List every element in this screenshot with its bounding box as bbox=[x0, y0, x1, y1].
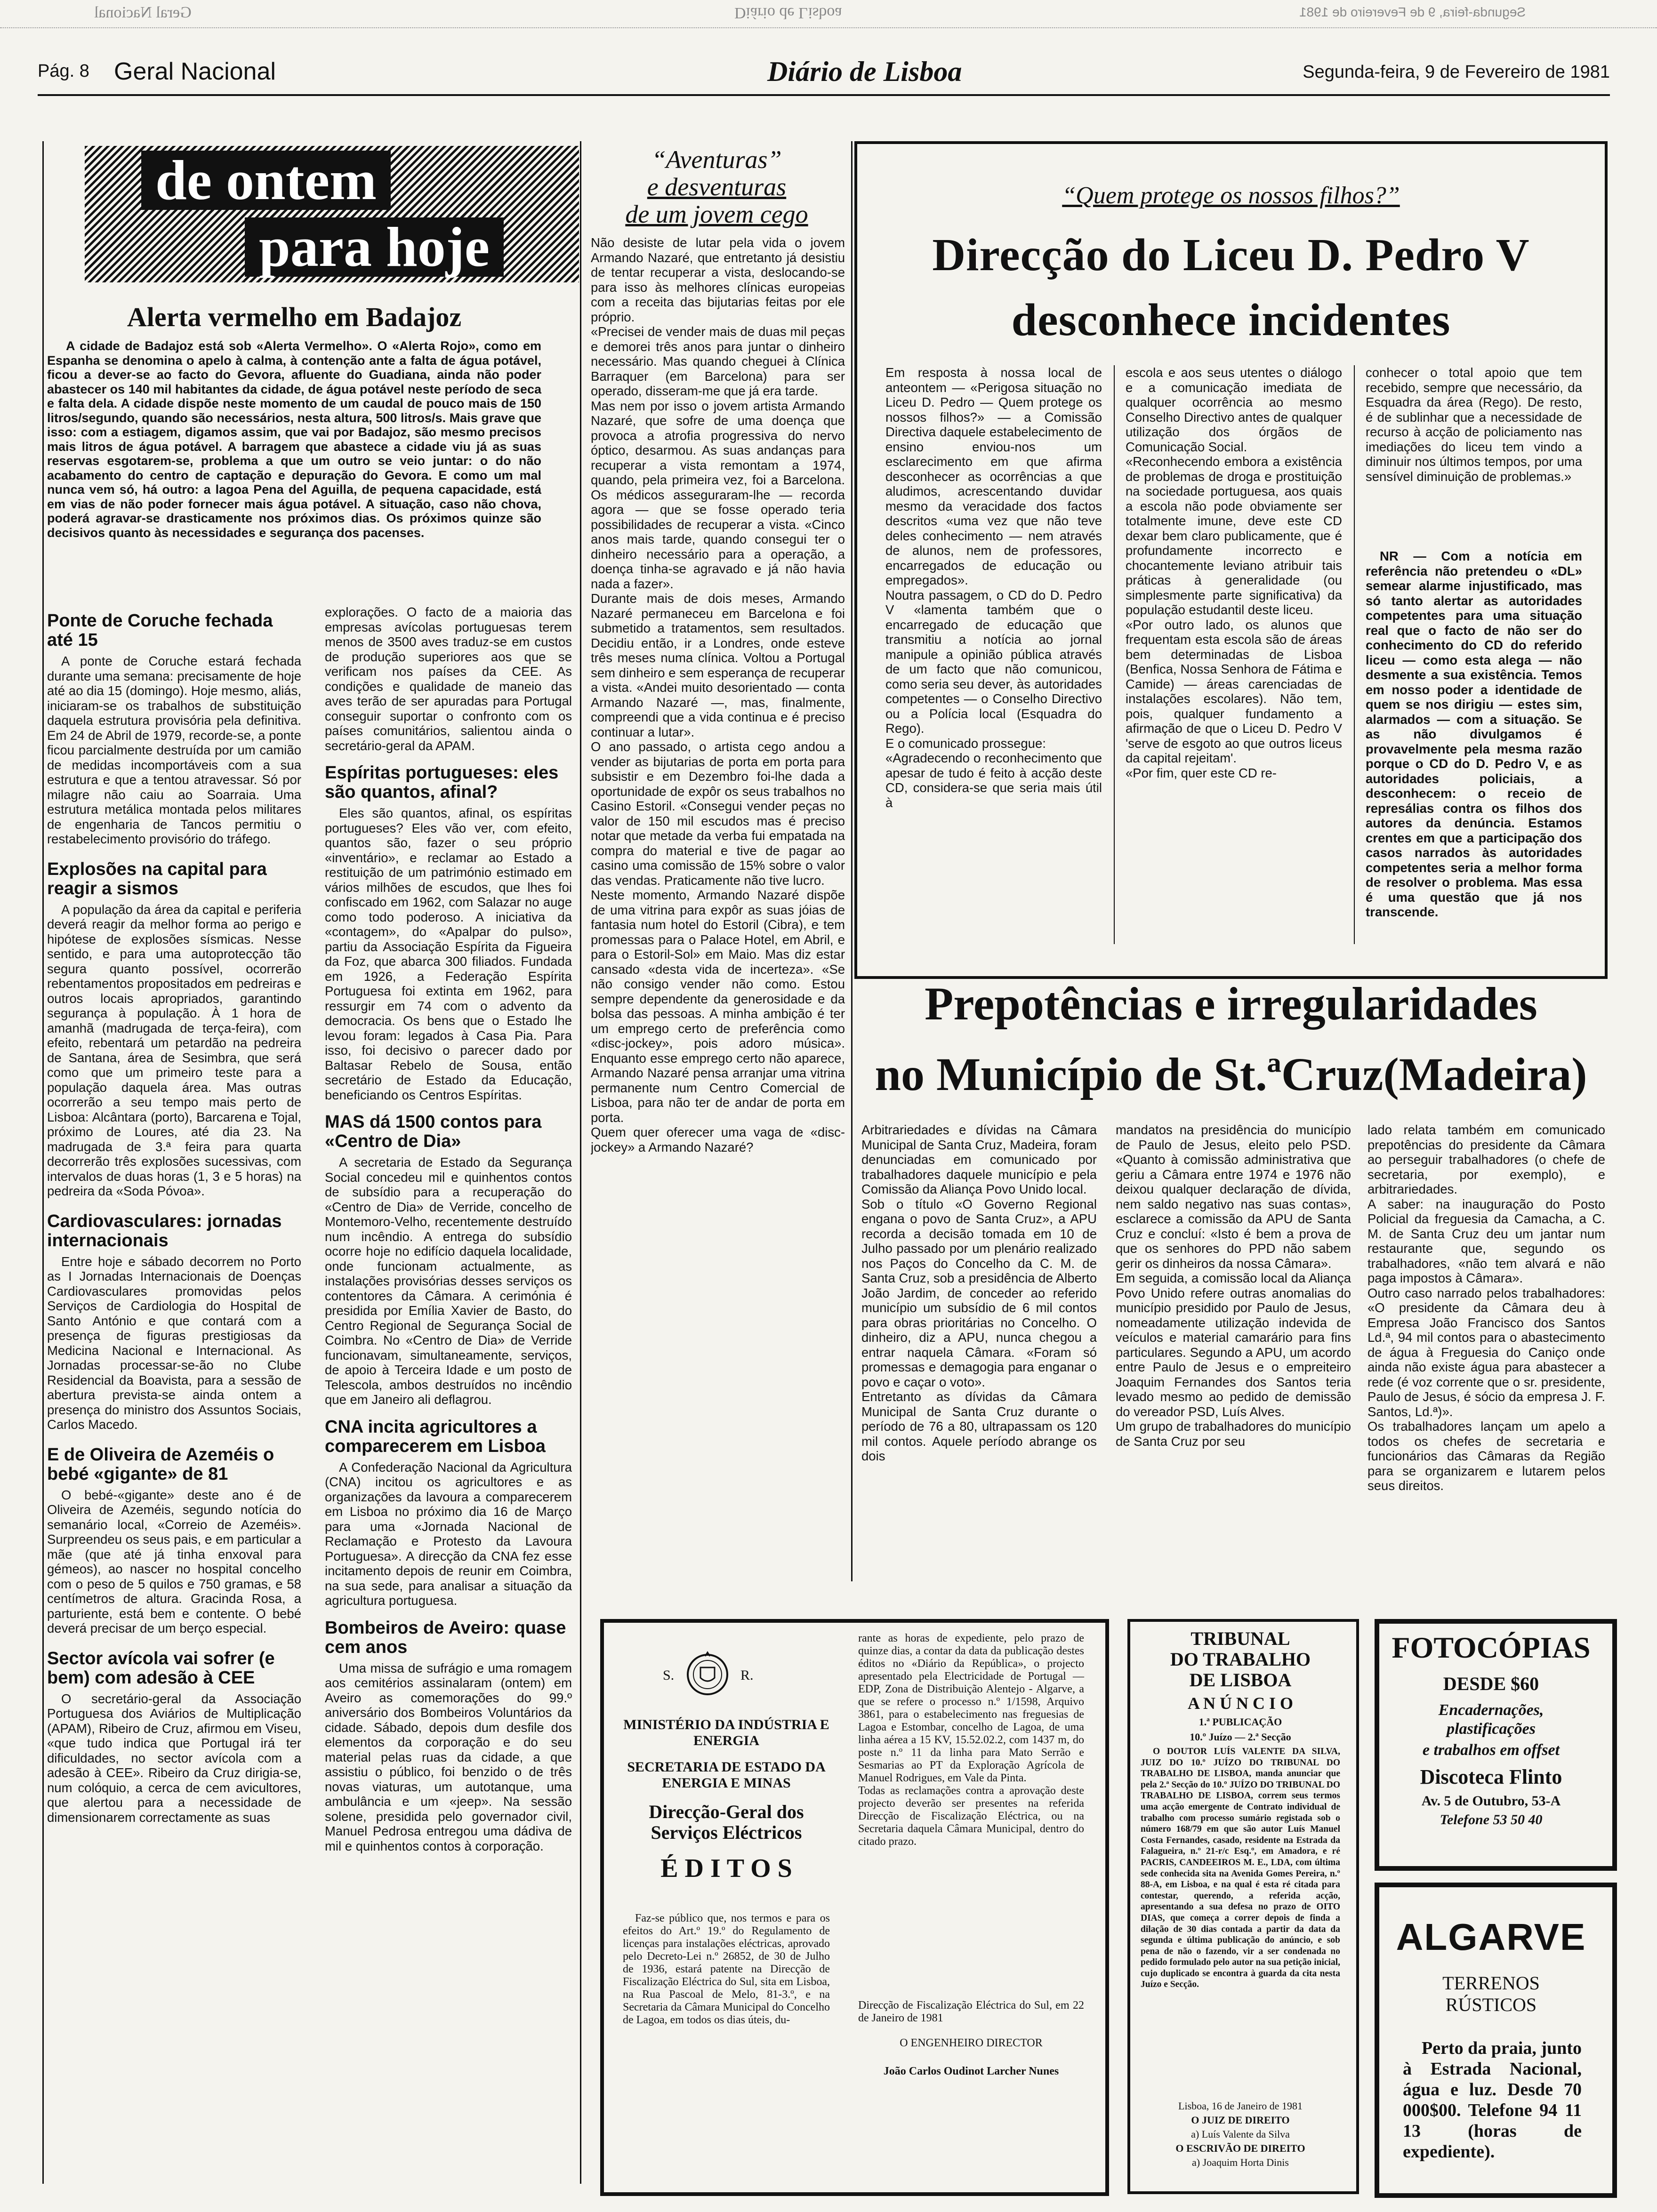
brief-text: O secretário-geral da Associação Portuguesa dos Aviários de Multiplicação (APAM), Ribeiro de Cruz, afirmou em Viseu, «que tudo indica que Portugal irá ter dificuldades, no sector avícola com a adesão à CEE». Ribeiro da Cruz dirigia-se, num colóquio, a cerca de cem avicultores, que alertou para a necessidade de dimensionarem correctamente as suas bbox=[47, 1691, 301, 1825]
brief-title: Espíritas portugueses: eles são quantos, afinal? bbox=[325, 763, 559, 802]
scan-strip-left: Geral Nacional bbox=[94, 4, 192, 21]
fotocopias-address: Av. 5 de Outubro, 53-A bbox=[1421, 1793, 1561, 1809]
tribunal-date: Lisboa, 16 de Janeiro de 1981 bbox=[1178, 2100, 1303, 2112]
tribunal-judge-title: O JUIZ DE DIREITO bbox=[1191, 2114, 1290, 2126]
aventuras-title-line: “Aventuras” bbox=[652, 145, 782, 174]
fotocopias-line2: e trabalhos em offset bbox=[1422, 1741, 1560, 1759]
liceu-col-rule bbox=[1114, 365, 1115, 944]
tribunal-text: O DOUTOR LUÍS VALENTE DA SILVA, JUIZ DO 10.º JUÍZO DO TRIBUNAL DO TRABALHO DE LISBOA, manda anunciar que pela 2.ª Secção do 10.º JUÍZO DO TRIBUNAL DO TRABALHO DE LISBOA, correm seus termos uma acção emergente de Contrato individual de trabalho com processo sumário registada sob o número 168/79 em que são autor Luís Manuel Costa Fernandes, casado, residente na Estrada da Falagueira, n.º 21-r/c Esq.º, em Amadora, e ré PACRIS, CANDEEIROS M. E., LDA, com última sede conhecida sita na Avenida Gomes Pereira, n.º 88-A, em Lisboa, e na qual é esta ré citada para contestar, querendo, a referida acção, apresentando a sua defesa no prazo de OITO DIAS, que começa a correr depois de finda a dilação de 30 dias contada a partir da data da segunda e última publicação do anúncio, e sob pena de não o fazendo, vir a ser condenada no pedido formulado pelo autor na sua petição inicial, cujo duplicado se encontra à guarda da cita nesta Juízo e Secção. bbox=[1141, 1747, 1340, 1990]
liceu-col-2: escola e aos seus utentes o diálogo e a comunicação imediata de qualquer ocorrência ao mesmo Conselho Directivo antes de qualquer utilização dos órgãos de Comunicação Social. «Reconhecendo embora a existência de problemas de droga e prostituição na sociedade portuguesa, aos quais a escola não pode obviamente ser totalmente imune, deve este CD dexar bem claro publicamente, que é profundamente incorrecto e chocantemente leviano atribuir tais práticas à generalidade (ou simplesmente parte significativa) da população estudantil deste liceu. «Por outro lado, os alunos que frequentam esta escola são de áreas bem determinadas de Lisboa (Benfica, Nossa Senhora de Fátima e Camide) — áreas carenciadas de instalações escolares). Não tem, pois, qualquer fundamento a afirmação de que o Liceu D. Pedro V 'serve de esgoto ao que outros liceus da capital rejeitam'. «Por fim, quer este CD re- bbox=[1126, 365, 1342, 780]
scan-strip-right: Segunda-feira, 9 de Fevereiro de 1981 bbox=[1299, 5, 1526, 19]
aventuras-rule bbox=[851, 141, 853, 1581]
editos-directorate: Direcção-Geral dos Serviços Eléctricos bbox=[649, 1801, 804, 1843]
tribunal-clerk-title: O ESCRIVÃO DE DIREITO bbox=[1175, 2142, 1305, 2154]
fotocopias-shop: Discoteca Flinto bbox=[1420, 1765, 1562, 1788]
madeira-col-2: mandatos na presidência do município de Paulo de Jesus, eleito pelo PSD. «Quanto à comissão administrativa que geriu a Câmara entre 1974 e 1976 não deixou qualquer declaração de dívida, nem saldo negativo nas suas contas», esclarece a comissão da APU de Santa Cruz e concluí: «Isto é bem a prova de que os senhores do PPD não sabem gerir os dinheiros da nossa Câmara». Em seguida, a comissão local da Aliança Povo Unido refere outras anomalias do município presidido por Paulo de Jesus, nomeadamente utilização indevida de veículos e material camarário para fins particulares. Segundo a APU, um acordo entre Paulo de Jesus e o empreiteiro Joaquim Fernandes dos Santos teria levado mesmo ao pedido de demissão do vereador PSD, Luís Alves. Um grupo de trabalhadores do município de Santa Cruz por seu bbox=[1116, 1122, 1351, 1449]
brief-text: Eles são quantos, afinal, os espíritas portugueses? Eles vão ver, com efeito, quantos são, fazer o seu próprio «inventário», e reclamar ao Estado a restituição de um património estimado em vários milhões de escudos, que lhes foi confiscado em 1962, com Salazar no auge como todo poderoso. A iniciativa da «contagem», do «Apalpar do pulso», partiu da Associação Espírita da Figueira da Foz, que abarca 300 filiados. Fundada em 1926, a Federação Espírita Portuguesa foi extinta em 1962, para ressurgir em 74 com o advento da democracia. Os bens que o Estado lhe levou foram: legados à Casa Pia. Para isso, foi decisivo o parecer dado por Baltasar Rebelo de Sousa, então secretário de Estado da Educação, beneficiando os Centros Espíritas. bbox=[325, 806, 572, 1102]
liceu-note: NR — Com a notícia em referência não pretendeu o «DL» semear alarme injustificado, mas só tanto alertar as autoridades competentes para uma situação real que o facto de não ser do conhecimento do CD do referido liceu — como esta alega — não desmente a sua existência. Temos em nosso poder a identidade de quem se nos dirigiu — estes sim, alarmados — com a situação. Se as não divulgamos é provavelmente pela mesma razão porque o CD do D. Pedro V, e as autoridades policiais, a desconhecem: o receio de represálias contra os filhos dos autores da denúncia. Estamos crentes em que a participação dos casos narrados às autoridades competentes seria a melhor forma de resolver o problema. Mas essa é uma questão que já nos transcende. bbox=[1366, 549, 1582, 919]
tribunal-title-line: DE LISBOA bbox=[1189, 1669, 1292, 1691]
tribunal-title bbox=[1130, 1628, 1351, 1691]
brief-text: A secretaria de Estado da Segurança Social concedeu mil e quinhentos contos de subsídio para a recuperação do «Centro de Dia» de Verride, concelho de Montemoro-Velho, recentemente destruído num incêndio. A entrega do subsídio ocorre hoje no edifício daquela localidade, onde funcionam actualmente, as instalações provisórias desses serviços os contentores da Câmara. A cerimónia é presidida por Emília Xavier de Basto, do Centro Regional de Segurança Social de Coimbra. No «Centro de Dia» de Verride funcionavam, simultaneamente, serviços, de apoio à Terceira Idade e um posto de Telescola, ambos destruídos no incêndio que em Janeiro ali deflagrou. bbox=[325, 1155, 572, 1407]
section-name: Geral Nacional bbox=[114, 58, 276, 85]
badajoz-body: A cidade de Badajoz está sob «Alerta Vermelho». O «Alerta Rojo», como em Espanha se denomina o apelo à calma, à contenção ante a falta de água potável, ficou a dever-se ao facto do Gevora, afluente do Guadiana, ainda não poder abastecer os 140 mil habitantes da cidade, de água potável neste período de seca e falta dela. A cidade dispõe neste momento de um caudal de pouco mais de 150 litros/segundo, quando são necessários, nesta altura, 500 litros/s. Mais grave que isso: com a estiagem, digamos assim, que vai por Badajoz, são mesmo precisos mais litros de água potável. A barragem que abastece a cidade viu já as suas reservas esgotarem-se, problema a que um outro se veio juntar: o do não acabamento do centro de captação e depuração do Gevora. E como um mal nunca vem só, há outro: a lagoa Pena del Aguilla, de pequena capacidade, está em vias de não poder fornecer mais água potável. A situação, caso não chova, poderá agravar-se drasticamente nos próximos dias. Os próximos quinze são decisivos quanto às necessidades e segurança dos pacenses. bbox=[47, 339, 541, 540]
editos-ministry: MINISTÉRIO DA INDÚSTRIA E ENERGIA bbox=[623, 1717, 829, 1748]
left-column-rule bbox=[42, 141, 44, 2184]
brief-item bbox=[47, 1649, 301, 1825]
aventuras-body: Não desiste de lutar pela vida o jovem Armando Nazaré, que entretanto já desistiu de tentar recuperar a vista, deslocando-se para isso às melhores clínicas europeias com a receita das bijutarias feitas por ele próprio. «Precisei de vender mais de duas mil peças e demorei três anos para juntar o dinheiro necessário. Mas quando cheguei à Clínica Barraquer (em Barcelona) para ser operado, disseram-me que já era tarde. Mas nem por isso o jovem artista Armando Nazaré, que sofre de uma doença que provoca a atrofia progressiva do nervo óptico, desarmou. As suas andanças para recuperar a vista remontam a 1974, quando, pela primeira vez, foi a Barcelona. Os médicos asseguraram-lhe — recorda agora — que se fosse operado teria possibilidades de recuperar a vista. «Cinco anos mais tarde, quando consegui ter o dinheiro necessário para a operação, a doença tinha-se agravado e já não havia nada a fazer». Durante mais de dois meses, Armando Nazaré permaneceu em Barcelona e foi submetido a tratamentos, sem resultados. Decidiu então, ir a Londres, onde esteve três meses numa clínica. Voltou a Portugal sem dinheiro e sem esperança de recuperar a vista. «Andei muito desorientado — conta Armando Nazaré —, mas, finalmente, compreendi que a vida continua e é preciso continuar a lutar». O ano passado, o artista cego andou a vender as bijutarias de porta em porta para subsistir e em Dezembro foi-lhe dada a oportunidade de expôr os seus trabalhos no Casino Estoril. «Consegui vender peças no valor de 150 mil escudos mas é preciso notar que metade da verba fui empatada na compra do material e tive de pagar ao casino uma comissão de 15% sobre o valor das vendas. Praticamente não tive lucro. Neste momento, Armando Nazaré dispõe de uma vitrina para expôr as suas jóias de fantasia num hotel do Estoril (Cibra), e tem promessas para o Palace Hotel, em Abril, e para o Estoril-Sol» em Maio. Mas diz estar cansado «desta vida de incerteza». «Se não consigo vender não como. Estou sempre dependente da generosidade e da bolsa das pessoas. A minha ambição é ter um emprego certo de preferência como «disc-jockey», pois adoro música». Enquanto esse emprego certo não aparece, Armando Nazaré pensa arranjar uma vitrina permanente num Centro Comercial de Lisboa, para não ter de andar de porta em porta. Quem quer oferecer uma vaga de «disc-jockey» a Armando Nazaré? bbox=[591, 235, 845, 1154]
madeira-col-1: Arbitrariedades e dívidas na Câmara Municipal de Santa Cruz, Madeira, foram denunciadas em comunicado por trabalhadores daquele município e pela Comissão da Aliança Povo Unido local. Sob o título «O Governo Regional engana o povo de Santa Cruz», a APU recorda a decisão tomada em 10 de Julho passado por um plenário realizado nos Paços do Concelho da C. M. de Santa Cruz, sob a presidência de Alberto João Jardim, de conceder ao referido município um subsídio de 6 mil contos para obras prioritárias no Concelho. O dinheiro, diz a APU, nunca chegou a entrar naquela Câmara. «Foram só promessas e demagogia para enganar o povo e caçar o voto». Entretanto as dívidas da Câmara Municipal de Santa Cruz durante o período de 76 a 80, ultrapassam os 120 mil contos. Aquele período abrange os dois bbox=[861, 1122, 1097, 1463]
editos-sign-name: João Carlos Oudinot Larcher Nunes bbox=[883, 2065, 1059, 2077]
tribunal-juizo: 10.º Juízo — 2.ª Secção bbox=[1190, 1731, 1291, 1743]
seal-letter: S. bbox=[663, 1667, 675, 1683]
liceu-kicker: “Quem protege os nossos filhos?” bbox=[1062, 182, 1400, 209]
brief-text: A população da área da capital e periferia deverá reagir da melhor forma ao perigo e hipótese de explosões sísmicas. Nesse sentido, e para uma autoprotecção tão segura quanto possível, ocorrerão rebentamentos propositados em pedreiras e outros locais apropriados, garantindo segurança à população. À 1 hora de amanhã (madrugada de terça-feira), com efeito, rebentará um petardão na pedreira de Santana, área de Sesimbra, que será como que um primeiro teste para a população daquela área. Mas outras ocorrerão a seu tempo mais perto de Lisboa: Alcântara (porto), Barcarena e Tojal, próximo de Loures, até dia 23. Na madrugada de 3.ª feira para quarta decorrerão três explosões sucessivas, com intervalos de duas horas (1, 3 e 5 horas) na pedreira da «Soda Póvoa». bbox=[47, 902, 301, 1198]
ad-tribunal bbox=[1127, 1619, 1359, 2194]
editos-sign-place: Direcção de Fiscalização Eléctrica do Sul, em 22 de Janeiro de 1981 bbox=[858, 1999, 1084, 2024]
brief-text: A ponte de Coruche estará fechada durante uma semana: precisamente de hoje até ao dia 15 (domingo). Hoje mesmo, aliás, iniciaram-se os trabalhos de substituição daquela estrutura provisória pela definitiva. Em 24 de Abril de 1979, recorde-se, a ponte ficou parcialmente destruída por um camião de medidas incomportáveis com a sua estrutura e que a tentou atravessar. Só por milagre não caiu ao Soarraia. Uma estrutura metálica montada pelos militares de engenharia de Tancos permitiu o restabelecimento provisório do tráfego. bbox=[47, 654, 301, 846]
ad-editos bbox=[600, 1619, 1109, 2196]
brief-title: Sector avícola vai sofrer (e bem) com adesão à CEE bbox=[47, 1648, 275, 1688]
liceu-box bbox=[854, 141, 1608, 979]
ad-fotocopias bbox=[1375, 1619, 1617, 1871]
brief-title: E de Oliveira de Azeméis o bebé «gigante» de 81 bbox=[47, 1444, 274, 1484]
editos-text-left: Faz-se público que, nos termos e para os efeitos do Art.º 19.º do Regulamento de licenças para instalações eléctricas, aprovado pelo Decreto-Lei n.º 26852, de 30 de Julho de 1936, estará patente na Direcção de Fiscalização Eléctrica do Sul, sita em Lisboa, na Rua Pascoal de Melo, 81-3.º, e na Secretaria da Câmara Municipal do Concelho de Lagoa, em todos os dias úteis, du- bbox=[623, 1912, 830, 2026]
tribunal-anuncio: A N Ú N C I O bbox=[1187, 1694, 1293, 1713]
briefs-column-left bbox=[47, 605, 301, 2181]
masthead: Diário de Lisboa bbox=[767, 56, 962, 87]
algarve-text: Perto da praia, junto à Estrada Nacional, água e luz. Desde 70 000$00. Telefone 94 11 13 (horas de expediente). bbox=[1403, 2038, 1582, 2162]
liceu-col-rule bbox=[1354, 365, 1355, 944]
brief-title: MAS dá 1500 contos para «Centro de Dia» bbox=[325, 1112, 542, 1151]
algarve-title: ALGARVE bbox=[1396, 1916, 1586, 1958]
liceu-col-3: conhecer o total apoio que tem recebido, sempre que necessário, da Esquadra da área (Rego). De resto, é de sublinhar que a necessidade de recurso à acção de policiamento nas imediações do liceu tem vindo a diminuir nos últimos tempos, por uma sensível diminuição de problemas.» bbox=[1366, 365, 1582, 484]
page-header bbox=[38, 56, 1610, 93]
brief-text: Entre hoje e sábado decorrem no Porto as I Jornadas Internacionais de Doenças Cardiovasculares promovidas pelos Serviços de Cardiologia do Hospital de Santo António e que contará com a presença de figuras prestigiosas da Medicina Nacional e Internacional. As Jornadas processar-se-ão no Clube Residencial da Boavista, para a sessão de abertura prevista-se ainda ontem a presença do ministro dos Assuntos Sociais, Carlos Macedo. bbox=[47, 1254, 301, 1432]
coat-of-arms-icon bbox=[682, 1649, 733, 1700]
aventuras-title-line: de um jovem cego bbox=[625, 200, 808, 228]
fotocopias-price: DESDE $60 bbox=[1443, 1673, 1539, 1694]
brief-text: Uma missa de sufrágio e uma romagem aos cemitérios assinalaram (ontem) em Aveiro as comemorações do 99.º aniversário dos Bombeiros Voluntários da cidade. Sábado, depois dum desfile dos elementos da corporação e do seu material pelas ruas da cidade, a que assistiu o público, foi benzido o de três novas viaturas, um autotanque, uma ambulância e um «jeep». Na sessão solene, presidida pelo governador civil, Manuel Pedrosa entregou uma dádiva de mil e quinhentos contos à corporação. bbox=[325, 1660, 572, 1853]
editos-text-right: rante as horas de expediente, pelo prazo de quinze dias, a contar da data da publicação destes éditos no «Diário da República», o projecto apresentado pela Electricidade de Portugal — EDP, Zona de Distribuição Alentejo - Algarve, a que se refere o processo n.º 1/1598, Arquivo 3861, para o estabelecimento nas freguesias de Lagoa e Estombar, concelho de Lagoa, de uma linha aérea a 15 KV, 15.52.02.2, com 1437 m, do poste n.º 11 da linha para Mato Serrão e Sesmarias ao PT da Exploração Agrícola de Manuel Rodrigues, em Vale da Pinta. Todas as reclamações contra a aprovação deste projecto deverão ser presentes na referida Direcção de Fiscalização Eléctrica, ou na Secretaria daquela Câmara Municipal, dentro do citado prazo. bbox=[858, 1632, 1084, 1848]
brief-item bbox=[325, 763, 572, 1102]
tribunal-title-line: DO TRABALHO bbox=[1170, 1649, 1311, 1670]
tribunal-clerk-name: a) Joaquim Horta Dinis bbox=[1192, 2156, 1289, 2168]
page-number: Pág. 8 bbox=[38, 61, 89, 81]
briefs-column-mid bbox=[325, 605, 572, 2181]
brief-title: CNA incita agricultores a comparecerem em Lisboa bbox=[325, 1417, 546, 1456]
brief-item bbox=[47, 1212, 301, 1432]
brief-text: A Confederação Nacional da Agricultura (CNA) incitou os agricultores e as organizações da lavoura a comparecerem em Lisboa no próximo dia 16 de Março para uma «Jornada Nacional de Reclamação e Protesto da Lavoura Portuguesa». A direcção da CNA fez esse incitamento depois de reunir em Coimbra, na sua sede, para analisar a situação da agricultura portuguesa. bbox=[325, 1459, 572, 1608]
left-right-rule bbox=[580, 141, 581, 2184]
brief-title: Ponte de Coruche fechada até 15 bbox=[47, 611, 273, 650]
madeira-headline-2: no Município de St.ªCruz(Madeira) bbox=[875, 1048, 1587, 1100]
brief-item bbox=[325, 1619, 572, 1854]
badajoz-title: Alerta vermelho em Badajoz bbox=[127, 302, 462, 332]
brief-title: Explosões na capital para reagir a sismos bbox=[47, 859, 267, 898]
brief-item bbox=[47, 1445, 301, 1636]
header-rule bbox=[38, 94, 1610, 96]
banner-line1: de ontem bbox=[141, 151, 391, 210]
algarve-sub2: RÚSTICOS bbox=[1445, 1994, 1537, 2015]
editos-title: É D I T O S bbox=[660, 1854, 792, 1883]
brief-title: Cardiovasculares: jornadas internacionais bbox=[47, 1211, 282, 1250]
brief-text: O bebé-«gigante» deste ano é de Oliveira de Azeméis, segundo notícia do semanário local, «Correio de Azeméis». Surpreendeu os seus pais, e em particular a mãe (que até já tinha enxoval para gémeos), ao nascer no hospital concelho com o peso de 5 quilos e 750 gramas, e 58 centímetros de altura. Gracinda Rosa, a parturiente, está bem e contente. O bebé deverá precisar de um berço especial. bbox=[47, 1487, 301, 1635]
liceu-headline-1: Direcção do Liceu D. Pedro V bbox=[932, 230, 1530, 281]
algarve-sub1: TERRENOS bbox=[1442, 1972, 1540, 1994]
editos-secretariat: SECRETARIA DE ESTADO DA ENERGIA E MINAS bbox=[627, 1759, 826, 1791]
ad-algarve bbox=[1375, 1883, 1617, 2198]
fotocopias-title: FOTOCÓPIAS bbox=[1392, 1631, 1591, 1664]
tribunal-judge-name: a) Luís Valente da Silva bbox=[1191, 2128, 1290, 2140]
madeira-col-3: lado relata também em comunicado prepotências do presidente da Câmara ao perseguir trabalhadores (o chefe de secretaria, por exemplo), e arbitrariedades. A saber: na inauguração do Posto Policial da freguesia da Camacha, a C. M. de Santa Cruz deu um jantar num restaurante que, segundo os trabalhadores, «não tem alvará e não paga impostos à Câmara». Outro caso narrado pelos trabalhadores: «O presidente da Câmara deu à Empresa João Francisco dos Santos Ld.ª, 94 mil contos para o abastecimento de água à Freguesia do Caniço onde ainda não existe água para abastecer a rede (é voz corrente que o sr. presidente, Paulo de Jesus, é sócio da empresa J. F. Santos, Ld.ª)». Os trabalhadores lançam um apelo a todos os chefes de secretaria e funcionários das Câmaras da Região para se organizarem e lutarem pelos seus direitos. bbox=[1367, 1122, 1605, 1493]
aventuras-title-line: e desventuras bbox=[647, 173, 787, 201]
brief-item bbox=[325, 1418, 572, 1608]
brief-item bbox=[47, 611, 301, 847]
seal-letter: R. bbox=[740, 1667, 754, 1683]
madeira-headline-1: Prepotências e irregularidades bbox=[925, 978, 1537, 1030]
issue-date: Segunda-feira, 9 de Fevereiro de 1981 bbox=[1303, 62, 1610, 82]
brief-item bbox=[47, 860, 301, 1199]
editos-sign-title: O ENGENHEIRO DIRECTOR bbox=[900, 2037, 1043, 2049]
brief-item bbox=[325, 605, 572, 753]
brief-title: Bombeiros de Aveiro: quase cem anos bbox=[325, 1618, 566, 1657]
liceu-headline-2: desconhece incidentes bbox=[1011, 295, 1451, 345]
scan-strip bbox=[0, 0, 1657, 28]
tribunal-pub: 1.ª PUBLICAÇÃO bbox=[1199, 1716, 1282, 1728]
banner-line2: para hoje bbox=[245, 217, 504, 277]
fotocopias-phone: Telefone 53 50 40 bbox=[1440, 1812, 1543, 1827]
fotocopias-line1: Encadernações, plastificações bbox=[1438, 1701, 1544, 1738]
brief-item bbox=[325, 1113, 572, 1407]
tribunal-title-line: TRIBUNAL bbox=[1190, 1628, 1290, 1649]
brief-text: explorações. O facto de a maioria das empresas avícolas portuguesas terem menos de 3500 aves traduz-se em custos de produção superiores aos que se verificam nos países da CEE. As condições e qualidade de maneio das aves terão de ser apuradas para Portugal conseguir suportar o confronto com os países comunitários, salientou ainda o secretário-geral da APAM. bbox=[325, 605, 572, 753]
scan-strip-mid: Diário de Lisboa bbox=[734, 4, 842, 22]
aventuras-title bbox=[586, 146, 847, 228]
liceu-col-1: Em resposta à nossa local de anteontem — «Perigosa situação no Liceu D. Pedro — Quem protege os nossos filhos?» — a Comissão Directiva daquele estabelecimento de ensino enviou-nos um esclarecimento em que afirma desconhecer as ocorrências a que aludimos, acrescentando duvidar mesmo da veracidade dos factos descritos «uma vez que não teve deles conhecimento — nem através de alunos, nem de professores, encarregados de educação ou empregados». Noutra passagem, o CD do D. Pedro V «lamenta também que o encarregado de educação que transmitiu a notícia ao jornal manipule a opinião pública através de um facto que não comunicou, como seria seu dever, às autoridades competentes — o Conselho Directivo ou a Polícia local (Esquadra do Rego). E o comunicado prossegue: «Agradecendo o reconhecimento que apesar de tudo é feito à acção deste CD, considera-se que seria mais útil à bbox=[885, 365, 1102, 810]
